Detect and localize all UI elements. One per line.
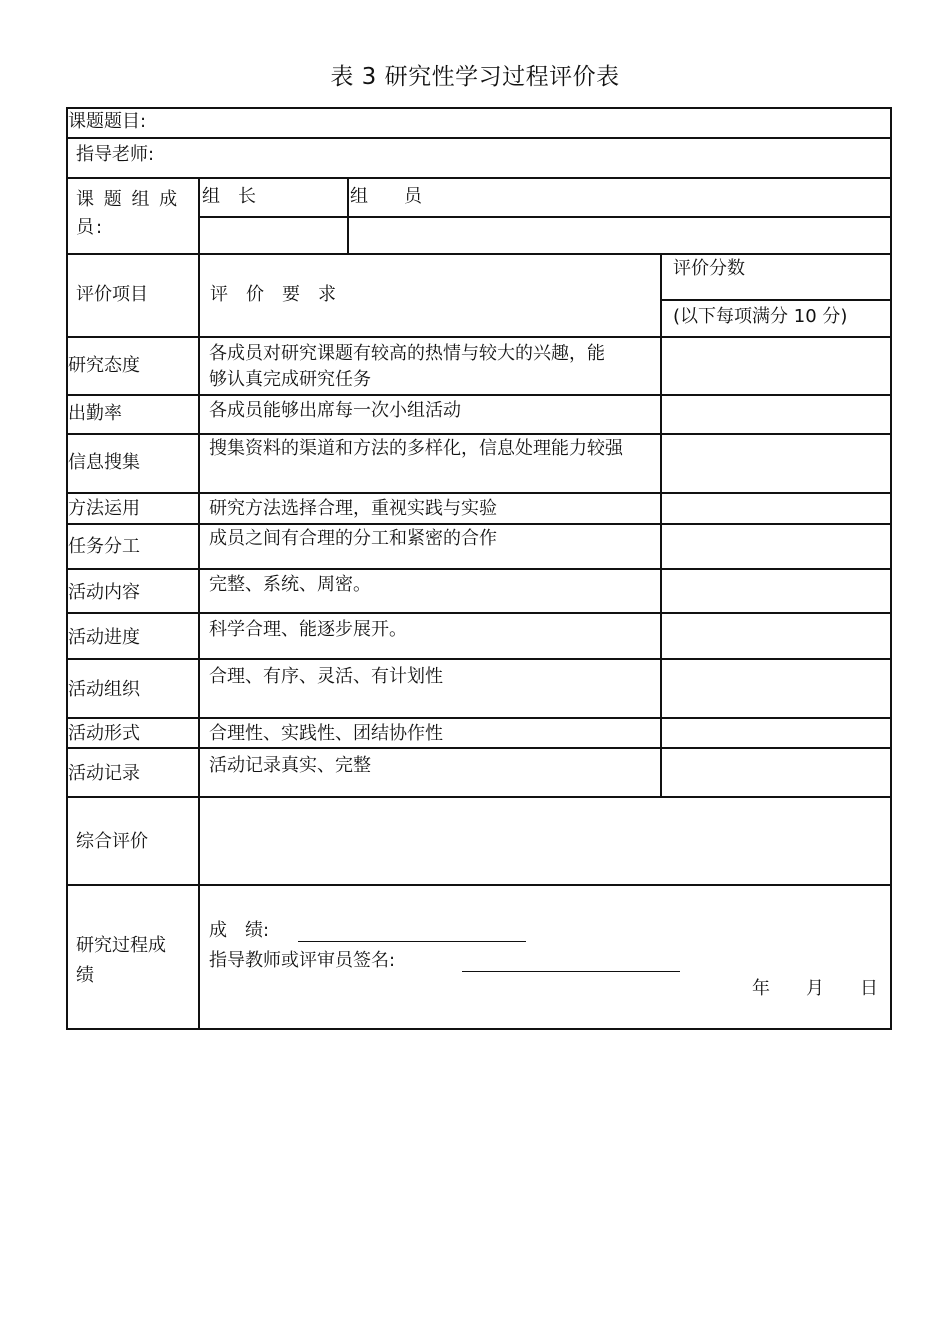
- rule: [199, 216, 892, 218]
- row-item: 任务分工: [68, 536, 140, 557]
- topic-label: 课题题目:: [68, 111, 147, 132]
- row-requirement: 搜集资料的渠道和方法的多样化，信息处理能力较强: [209, 438, 623, 459]
- grade-label: 成 绩:: [209, 920, 270, 941]
- row-requirement: 研究方法选择合理，重视实践与实验: [209, 498, 497, 519]
- rule: [660, 299, 892, 301]
- row-requirement: 完整、系统、周密。: [209, 574, 371, 595]
- row-requirement: 合理性、实践性、团结协作性: [209, 723, 443, 744]
- rule: [66, 658, 892, 660]
- date-label: 年 月 日: [752, 978, 878, 999]
- sign-label: 指导教师或评审员签名:: [209, 950, 396, 971]
- rule: [66, 492, 892, 494]
- header-requirement: 评 价 要 求: [210, 284, 336, 305]
- leader-label: 组 长: [202, 186, 256, 207]
- rule: [66, 884, 892, 886]
- rule-col-score: [660, 253, 662, 798]
- sign-blank: [462, 971, 680, 972]
- rule: [66, 137, 892, 139]
- row-item: 方法运用: [68, 498, 140, 519]
- member-label: 组 员: [350, 186, 422, 207]
- rule: [66, 796, 892, 798]
- rule: [66, 717, 892, 719]
- rule-top: [66, 107, 892, 109]
- rule: [66, 747, 892, 749]
- row-item: 活动进度: [68, 627, 140, 648]
- grade-blank: [298, 941, 526, 942]
- rule-bottom: [66, 1028, 892, 1030]
- row-item: 活动内容: [68, 582, 140, 603]
- header-item: 评价项目: [76, 284, 148, 305]
- rule-col1: [198, 177, 200, 1030]
- rule: [66, 336, 892, 338]
- row-requirement: 成员之间有合理的分工和紧密的合作: [209, 528, 497, 549]
- row-item: 出勤率: [68, 403, 122, 424]
- page-title: 表 3 研究性学习过程评价表: [330, 64, 620, 90]
- rule-left: [66, 107, 68, 1030]
- row-item: 信息搜集: [68, 452, 140, 473]
- header-score: 评价分数: [673, 258, 745, 279]
- rule-col-member: [347, 177, 349, 255]
- rule: [66, 433, 892, 435]
- rule: [66, 253, 892, 255]
- rule: [66, 523, 892, 525]
- row-item: 活动形式: [68, 723, 140, 744]
- rule: [66, 612, 892, 614]
- row-requirement: 各成员能够出席每一次小组活动: [209, 400, 461, 421]
- row-item: 活动记录: [68, 763, 140, 784]
- row-requirement: 活动记录真实、完整: [209, 755, 371, 776]
- row-requirement: 各成员对研究课题有较高的热情与较大的兴趣，能够认真完成研究任务: [209, 343, 605, 390]
- overall-label: 综合评价: [76, 831, 148, 852]
- rule: [66, 394, 892, 396]
- rule: [66, 177, 892, 179]
- header-score-note: (以下每项满分 10 分): [673, 306, 848, 327]
- row-item: 活动组织: [68, 679, 140, 700]
- row-requirement: 科学合理、能逐步展开。: [209, 619, 407, 640]
- row-item: 研究态度: [68, 355, 140, 376]
- row-requirement: 合理、有序、灵活、有计划性: [209, 666, 443, 687]
- members-label: 课 题 组 成 员:: [76, 189, 180, 238]
- rule: [66, 568, 892, 570]
- advisor-label: 指导老师:: [76, 144, 155, 165]
- rule-right: [890, 107, 892, 1030]
- result-label: 研究过程成绩: [76, 935, 166, 986]
